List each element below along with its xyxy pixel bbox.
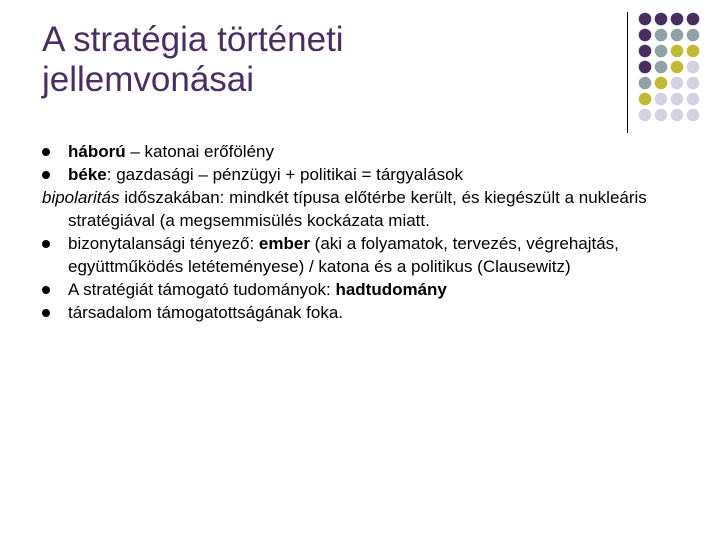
slide-body [42, 140, 682, 324]
decorative-dot [687, 77, 700, 90]
decorative-dot [671, 61, 684, 74]
bullet-item [42, 301, 682, 324]
decorative-dot [655, 61, 668, 74]
bullet-dot-icon [42, 171, 50, 179]
decorative-dot [639, 29, 652, 42]
decorative-dot-grid [0, 0, 720, 140]
decorative-dot [687, 29, 700, 42]
decorative-dot [671, 77, 684, 90]
item-text: időszakában: mindkét típusa előtérbe került, és kiegészült a nukleáris stratégiával (a megsemmisülés kockázata miatt. [68, 188, 647, 230]
item-text: béke [68, 165, 107, 184]
decorative-dot [687, 109, 700, 122]
bullet-dot-icon [42, 240, 50, 248]
item-text: bipolaritás [42, 188, 120, 207]
decorative-dot [671, 109, 684, 122]
decorative-dot [671, 93, 684, 106]
bullet-item [42, 278, 682, 301]
decorative-dot [639, 109, 652, 122]
decorative-dot [655, 29, 668, 42]
decorative-dot [687, 45, 700, 58]
decorative-dot [639, 61, 652, 74]
decorative-dot [639, 77, 652, 90]
decorative-dot [687, 61, 700, 74]
decorative-dot [655, 93, 668, 106]
slide-title-line-2: jellemvonásai [42, 60, 255, 99]
bullet-item [42, 163, 682, 186]
item-text: bizonytalansági tényező: [68, 234, 259, 253]
item-text: : gazdasági – pénzügyi + politikai = tárgyalások [106, 165, 464, 184]
item-text: ember [258, 234, 310, 253]
item-text: hadtudomány [335, 280, 447, 299]
bullet-item [42, 232, 682, 278]
decorative-dot [671, 29, 684, 42]
item-text: háború [68, 142, 126, 161]
item-text: A stratégiát támogató tudományok: [68, 280, 336, 299]
decorative-dot [639, 45, 652, 58]
decorative-dot [655, 13, 668, 26]
item-text: (aki a folyamatok, tervezés, végrehajtás, együttműködés letéteményese) / katona és a politikus (Clausewitz) [68, 234, 619, 276]
decorative-dot [655, 77, 668, 90]
item-text: – katonai erőfölény [125, 142, 274, 161]
bullet-dot-icon [42, 148, 50, 156]
decorative-dot [687, 13, 700, 26]
decorative-dot [655, 109, 668, 122]
decorative-dot [639, 93, 652, 106]
decorative-dot [671, 45, 684, 58]
decorative-dot [639, 13, 652, 26]
bullet-dot-icon [42, 286, 50, 294]
slide-title-line-1: A stratégia történeti [42, 20, 344, 59]
bullet-item [42, 140, 682, 163]
paragraph-item [42, 186, 682, 232]
decorative-dot [687, 93, 700, 106]
decorative-dot [671, 13, 684, 26]
bullet-dot-icon [42, 309, 50, 317]
decorative-dot [655, 45, 668, 58]
item-text: társadalom támogatottságának foka. [68, 303, 343, 322]
